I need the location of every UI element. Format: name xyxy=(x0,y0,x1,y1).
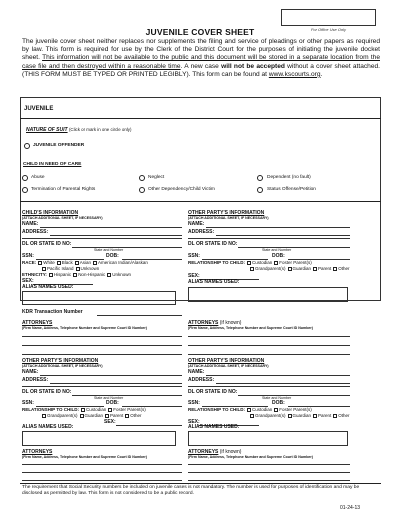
nature-of-suit: NATURE OF SUIT (Click or mark in one circle only) xyxy=(26,127,132,133)
op3-dob-label: DOB: xyxy=(272,400,285,406)
op3-address-label: ADDRESS: xyxy=(188,377,215,383)
op3-attach-note: (ATTACH ADDITIONAL SHEET, IF NECESSARY) xyxy=(188,364,269,368)
op2-attach-note: (ATTACH ADDITIONAL SHEET, IF NECESSARY) xyxy=(22,364,103,368)
child-address-label: ADDRESS: xyxy=(22,229,49,235)
child-ssn-label: SSN: xyxy=(22,253,34,259)
termination-label: Termination of Parental Rights xyxy=(31,187,96,192)
op2-heading: OTHER PARTY'S INFORMATION xyxy=(22,358,99,364)
child-alias-label: ALIAS NAMES USED: xyxy=(22,284,74,290)
op1-ssn-label: SSN: xyxy=(188,253,200,259)
op3-attorney-line[interactable] xyxy=(188,472,350,473)
op1-attach-note: (ATTACH ADDITIONAL SHEET, IF NECESSARY) xyxy=(188,216,269,220)
op2-attorneys-hint: (Firm Name, Address, Telephone Number and Supreme Court ID Number) xyxy=(22,455,148,459)
child-attorneys-label: ATTORNEYS xyxy=(22,320,53,326)
cinc-label: CHILD IN NEED OF CARE xyxy=(23,162,82,167)
op2-relationship-row-2: Grandparent(s) Guardian Parent Other xyxy=(40,413,142,419)
op2-dl-field[interactable] xyxy=(72,395,182,396)
op1-alias-box[interactable] xyxy=(188,287,348,302)
op2-alias-label: ALIAS NAMES USED: xyxy=(22,424,74,430)
divider xyxy=(20,483,381,484)
op1-relationship-row-2: Grandparent(s) Guardian Parent Other xyxy=(248,266,350,272)
op3-attorneys-hint: (Firm Name, Address, Telephone Number and Supreme Court ID Number) xyxy=(188,455,314,459)
op3-address-field-2[interactable] xyxy=(188,386,350,387)
op3-address-field[interactable] xyxy=(216,383,350,384)
abuse-label: Abuse xyxy=(31,175,45,180)
abuse-radio[interactable] xyxy=(22,175,28,181)
op1-dob-label: DOB: xyxy=(272,253,285,259)
offender-label: JUVENILE OFFENDER xyxy=(33,143,85,148)
child-address-field[interactable] xyxy=(50,235,182,236)
op3-relationship-row-2: Grandparent(s) Guardian Parent Other xyxy=(248,413,350,419)
op2-address-label: ADDRESS: xyxy=(22,377,49,383)
op2-ssn-label: SSN: xyxy=(22,400,34,406)
op3-ssn-label: SSN: xyxy=(188,400,200,406)
website-link[interactable]: www.kscourts.org xyxy=(268,70,321,78)
op3-sex-label: SEX: xyxy=(188,419,200,425)
op1-attorneys-hint: (Firm Name, Address, Telephone Number and Supreme Court ID Number) xyxy=(188,326,314,330)
child-race-row: RACE: White Black Asian American Indian/Alaskan xyxy=(22,260,148,265)
op3-alias-box[interactable] xyxy=(188,431,348,446)
op3-relationship-row: RELATIONSHIP TO CHILD: Custodian Foster Parent(s) xyxy=(188,407,312,412)
op1-sex-label: SEX: xyxy=(188,273,200,279)
child-attorneys-hint: (Firm Name, Address, Telephone Number and Supreme Court ID Number) xyxy=(22,326,148,330)
op2-dl-label: DL OR STATE ID NO: xyxy=(22,389,72,395)
page-title: JUVENILE COVER SHEET xyxy=(145,27,255,37)
op3-attorneys-label: ATTORNEYS (if known) xyxy=(188,449,242,455)
op2-attorneys-label: ATTORNEYS xyxy=(22,449,53,455)
op1-alias-label: ALIAS NAMES USED: xyxy=(188,279,240,285)
child-address-field-2[interactable] xyxy=(22,238,182,239)
op2-sex-field[interactable] xyxy=(116,425,182,426)
op3-dl-field[interactable] xyxy=(238,395,350,396)
op1-dl-label: DL OR STATE ID NO: xyxy=(188,241,238,247)
op2-alias-box[interactable] xyxy=(22,431,176,446)
juvenile-heading: JUVENILE xyxy=(24,106,54,112)
child-name-field[interactable] xyxy=(40,227,182,228)
op1-address-field-2[interactable] xyxy=(188,238,350,239)
op1-address-label: ADDRESS: xyxy=(188,229,215,235)
op2-name-field[interactable] xyxy=(40,375,182,376)
dependent-radio[interactable] xyxy=(257,175,263,181)
child-dob-label: DOB: xyxy=(106,253,119,259)
child-state-number-hint: State and Number xyxy=(94,248,124,252)
form-date: 01-24-13 xyxy=(340,505,361,511)
child-attorney-line[interactable] xyxy=(22,336,182,337)
status-offense-radio[interactable] xyxy=(257,187,263,193)
child-dl-field[interactable] xyxy=(72,247,182,248)
op1-name-label: NAME: xyxy=(188,221,205,227)
child-attorney-line[interactable] xyxy=(22,345,182,346)
op1-state-number-hint: State and Number xyxy=(262,248,292,252)
op3-alias-label: ALIAS NAMES USED: xyxy=(188,424,240,430)
op2-state-number-hint: State and Number xyxy=(94,396,124,400)
op1-heading: OTHER PARTY'S INFORMATION xyxy=(188,210,265,216)
op1-address-field[interactable] xyxy=(216,235,350,236)
op3-state-number-hint: State and Number xyxy=(262,396,292,400)
op3-name-field[interactable] xyxy=(206,375,350,376)
op2-address-field-2[interactable] xyxy=(22,386,182,387)
op2-sex-label: SEX: xyxy=(104,419,116,425)
child-attach-note: (ATTACH ADDITIONAL SHEET, IF NECESSARY) xyxy=(22,216,103,220)
op1-dl-field[interactable] xyxy=(238,247,350,248)
op1-attorney-line[interactable] xyxy=(188,345,350,346)
op3-heading: OTHER PARTY'S INFORMATION xyxy=(188,358,265,364)
child-dl-label: DL OR STATE ID NO: xyxy=(22,241,72,247)
divider xyxy=(20,118,381,119)
op2-attorney-line[interactable] xyxy=(22,480,182,481)
termination-radio[interactable] xyxy=(22,187,28,193)
status-offense-label: Status Offense/Petition xyxy=(267,187,316,192)
child-alias-box[interactable] xyxy=(22,291,176,305)
neglect-radio[interactable] xyxy=(139,175,145,181)
child-attorney-line[interactable] xyxy=(22,354,182,355)
op2-name-label: NAME: xyxy=(22,369,39,375)
office-use-label: For Office Use Only xyxy=(310,27,347,32)
kdr-label: KDR Transaction Number xyxy=(22,309,83,315)
op2-attorney-line[interactable] xyxy=(22,464,182,465)
neglect-label: Neglect xyxy=(148,175,165,180)
offender-radio[interactable] xyxy=(24,143,30,149)
kdr-field[interactable] xyxy=(97,315,182,316)
op3-attorney-line[interactable] xyxy=(188,464,350,465)
other-dependency-label: Other Dependency/Child Victim xyxy=(148,187,215,192)
op2-dob-label: DOB: xyxy=(106,400,119,406)
child-race-row-2: Pacific Island Unknown xyxy=(40,266,99,272)
op2-relationship-row: RELATIONSHIP TO CHILD: Custodian Foster Parent(s) xyxy=(22,407,146,412)
child-sex-label: SEX: xyxy=(22,278,34,284)
divider xyxy=(20,201,381,202)
op1-attorneys-label: ATTORNEYS (if known) xyxy=(188,320,242,326)
child-info-heading: CHILD'S INFORMATION xyxy=(22,210,79,216)
op1-attorney-line[interactable] xyxy=(188,354,350,355)
op3-name-label: NAME: xyxy=(188,369,205,375)
op1-relationship-row: RELATIONSHIP TO CHILD: Custodian Foster Parent(s) xyxy=(188,260,312,265)
child-name-label: NAME: xyxy=(22,221,39,227)
footer-note: The requirement that Social Security numbers be included on juvenile cases is not mandatory. The number is used for purposes of identification and may be disclosed as permitted by law. This form is not considered to be a public record. xyxy=(22,485,360,496)
other-dependency-radio[interactable] xyxy=(139,187,145,193)
op3-attorney-line[interactable] xyxy=(188,480,350,481)
dependent-label: Dependent (no fault) xyxy=(267,175,311,180)
op1-attorney-line[interactable] xyxy=(188,336,350,337)
op2-attorney-line[interactable] xyxy=(22,472,182,473)
op2-address-field[interactable] xyxy=(50,383,182,384)
intro-paragraph: The juvenile cover sheet neither replaces nor supplements the filing and service of pleadings or other papers as required by law. This form is required for use by the Clerk of the District Court for the purposes of initiating the juvenile docket sheet. This information will not be available to the public and this document will be stored in a separate location from the case file and then destroyed within a reasonable time. A new case will not be accepted without a cover sheet attached. (THIS FORM MUST BE TYPED OR PRINTED LEGIBLY). This form can be found at www.kscourts.org. xyxy=(22,38,381,78)
op3-dl-label: DL OR STATE ID NO: xyxy=(188,389,238,395)
op1-name-field[interactable] xyxy=(206,227,350,228)
office-use-box xyxy=(281,9,376,26)
child-ethnicity-row: ETHNICITY: Hispanic Non-Hispanic Unknown xyxy=(22,272,131,277)
